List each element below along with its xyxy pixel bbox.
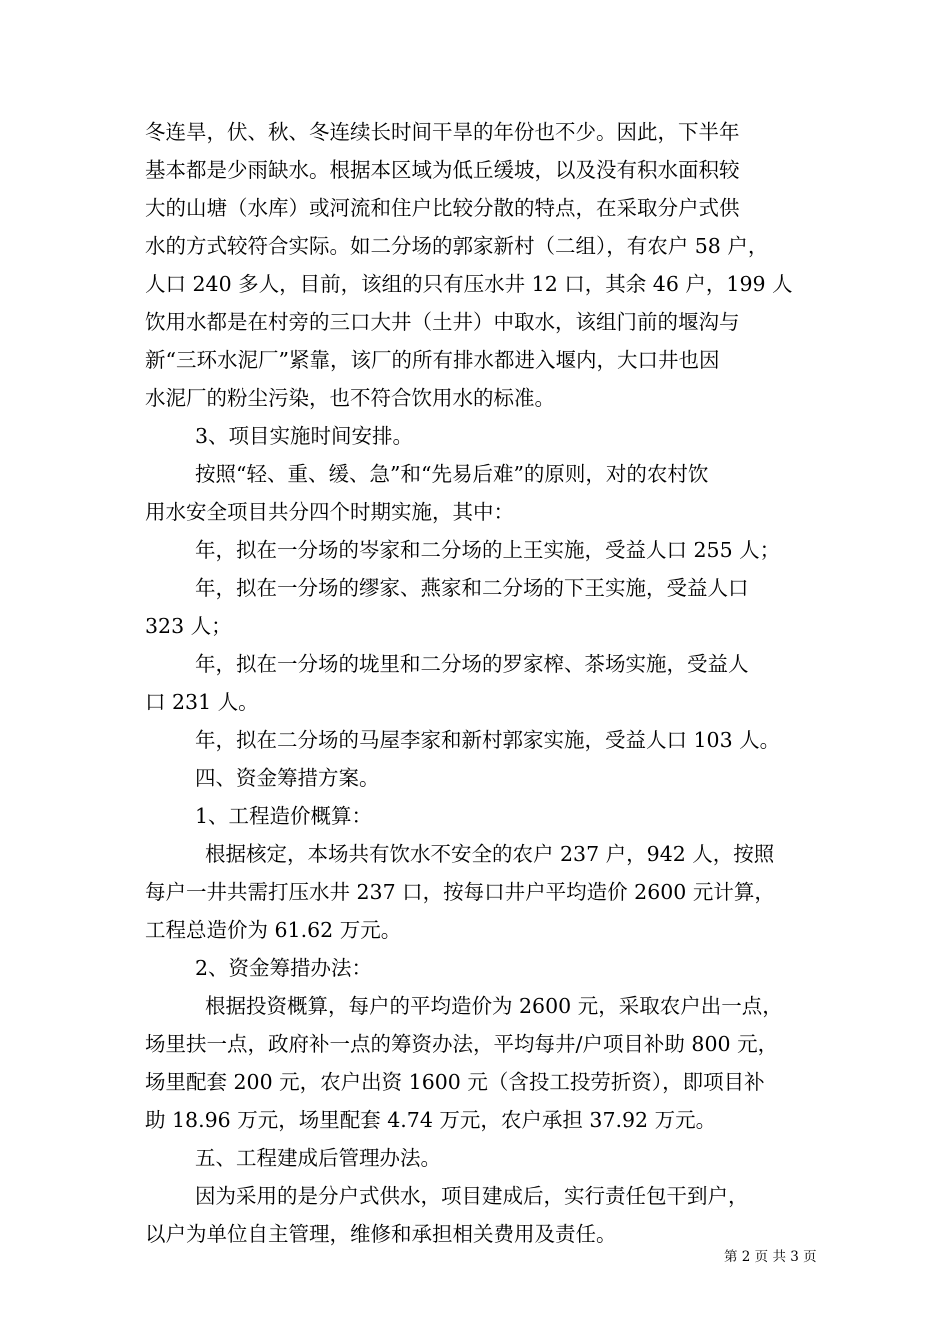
text-line: 基本都是少雨缺水。根据本区域为低丘缓坡，以及没有积水面积较 bbox=[145, 158, 740, 182]
text-line: 场里配套 200 元，农户出资 1600 元（含投工投劳折资），即项目补 bbox=[145, 1070, 765, 1094]
text-line: 根据投资概算，每户的平均造价为 2600 元，采取农户出一点， bbox=[205, 994, 783, 1018]
text-line: 年，拟在一分场的缪家、燕家和二分场的下王实施，受益人口 bbox=[195, 576, 749, 600]
text-line: 冬连旱，伏、秋、冬连续长时间干旱的年份也不少。因此，下半年 bbox=[145, 120, 740, 144]
text-line: 助 18.96 万元，场里配套 4.74 万元，农户承担 37.92 万元。 bbox=[145, 1108, 717, 1132]
text-line: 年，拟在二分场的马屋李家和新村郭家实施，受益人口 103 人。 bbox=[195, 728, 781, 752]
text-line: 新“三环水泥厂”紧靠，该厂的所有排水都进入堰内，大口井也因 bbox=[145, 348, 720, 372]
text-line: 水的方式较符合实际。如二分场的郭家新村（二组），有农户 58 户， bbox=[145, 234, 769, 258]
text-line: 以户为单位自主管理，维修和承担相关费用及责任。 bbox=[145, 1222, 617, 1246]
text-line: 场里扶一点，政府补一点的筹资办法，平均每井/户项目补助 800 元， bbox=[145, 1032, 779, 1056]
text-line: 因为采用的是分户式供水，项目建成后，实行责任包干到户， bbox=[195, 1184, 749, 1208]
text-line: 人口 240 多人，目前，该组的只有压水井 12 口，其余 46 户，199 人 bbox=[145, 272, 793, 296]
text-line: 根据核定，本场共有饮水不安全的农户 237 户，942 人，按照 bbox=[205, 842, 775, 866]
text-line: 2、资金筹措办法： bbox=[195, 956, 373, 980]
text-line: 工程总造价为 61.62 万元。 bbox=[145, 918, 402, 942]
document-body bbox=[145, 113, 810, 1253]
text-line: 水泥厂的粉尘污染，也不符合饮用水的标准。 bbox=[145, 386, 555, 410]
text-line: 饮用水都是在村旁的三口大井（土井）中取水，该组门前的堰沟与 bbox=[145, 310, 740, 334]
text-line: 年，拟在一分场的垅里和二分场的罗家榨、茶场实施，受益人 bbox=[195, 652, 749, 676]
text-line: 四、资金筹措方案。 bbox=[195, 766, 380, 790]
text-line: 口 231 人。 bbox=[145, 690, 259, 714]
text-line: 3、项目实施时间安排。 bbox=[195, 424, 414, 448]
text-line: 年，拟在一分场的岑家和二分场的上王实施，受益人口 255 人； bbox=[195, 538, 781, 562]
text-line: 用水安全项目共分四个时期实施，其中： bbox=[145, 500, 514, 524]
text-line: 每户一井共需打压水井 237 口，按每口井户平均造价 2600 元计算， bbox=[145, 880, 775, 904]
text-line: 大的山塘（水库）或河流和住户比较分散的特点，在采取分户式供 bbox=[145, 196, 740, 220]
text-line: 按照“轻、重、缓、急”和“先易后难”的原则，对的农村饮 bbox=[195, 462, 709, 486]
text-line: 323 人； bbox=[145, 614, 232, 638]
page-footer: 第 2 页 共 3 页 bbox=[724, 1249, 817, 1265]
text-line: 1、工程造价概算： bbox=[195, 804, 373, 828]
text-line: 五、工程建成后管理办法。 bbox=[195, 1146, 441, 1170]
